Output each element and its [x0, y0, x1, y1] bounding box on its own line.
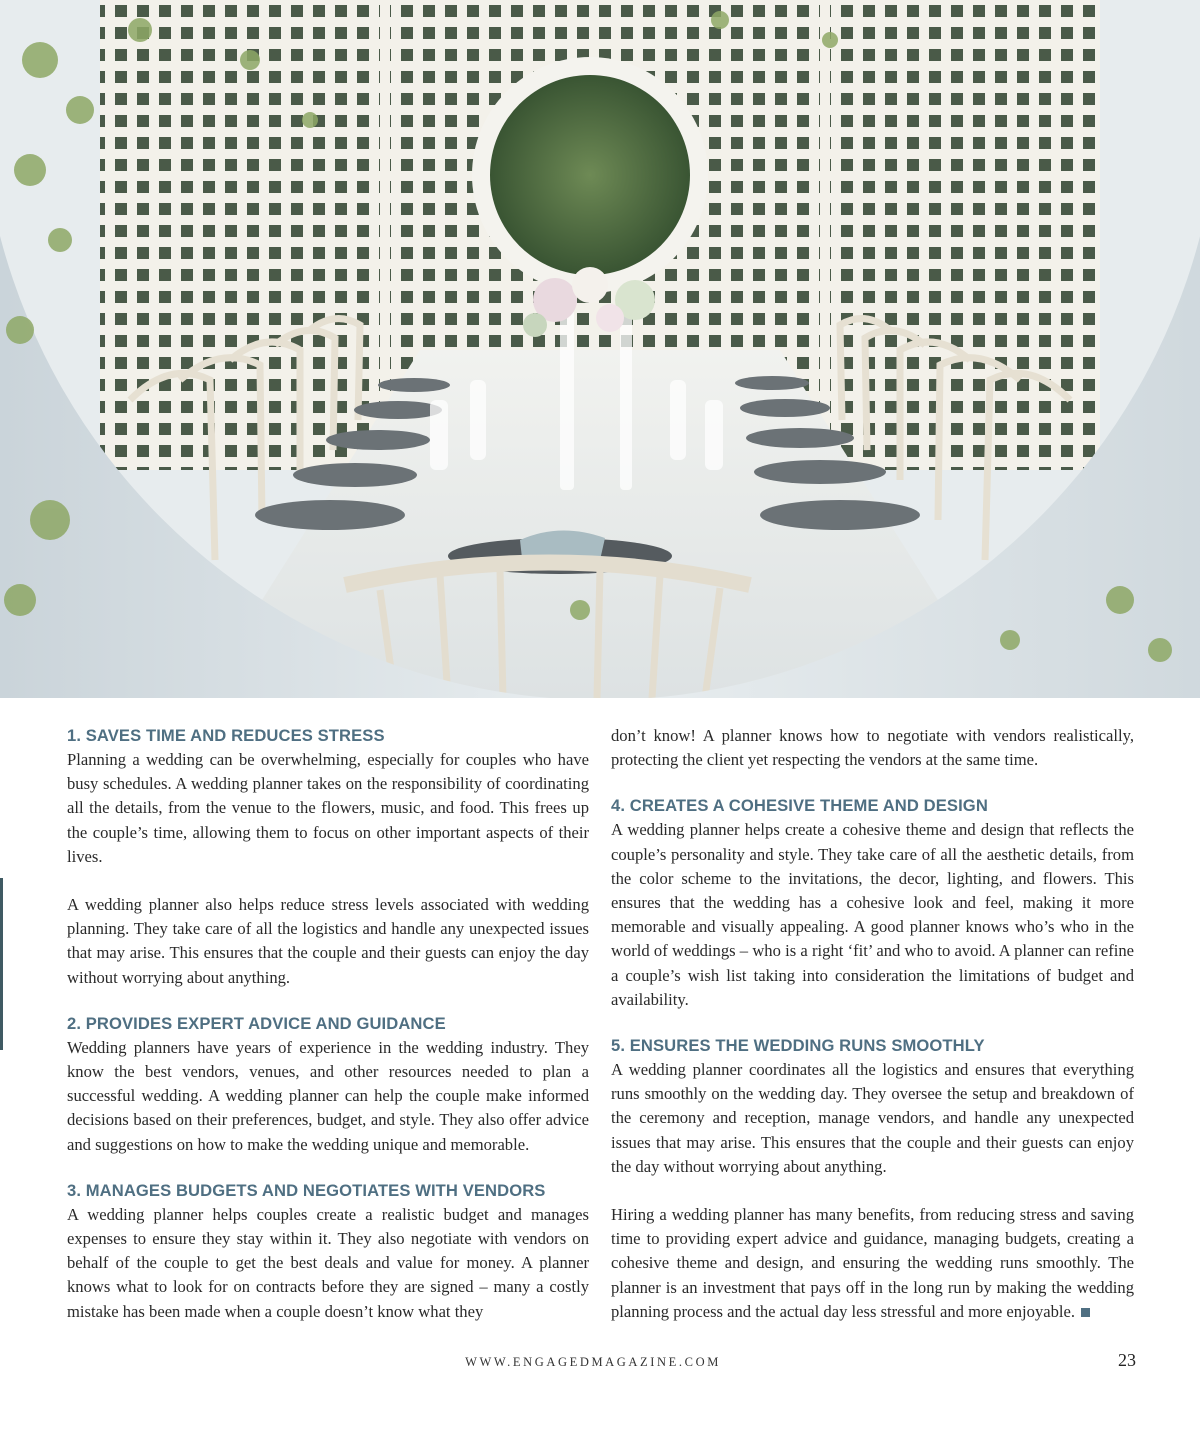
section-1-paragraph-2: A wedding planner also helps reduce stress levels associated with wedding planning. They take care of all the logistics and handle any unexpected issues that may arise. This ensures that the couple and their guests can enjoy the day without worrying about anything.	[67, 895, 589, 987]
section-3-paragraph-1: A wedding planner helps couples create a realistic budget and manages expenses to ensure they stay within it. They also negotiate with vendors on behalf of the couple to get the best deals and value for money. A planner knows what to look for on contracts before they are signed – many a costly mistake has been made when a couple doesn’t know what they	[67, 1204, 589, 1321]
left-column	[67, 724, 589, 1324]
page-number: 23	[1118, 1350, 1136, 1370]
wedding-table-photo-icon	[0, 0, 1200, 698]
section-1-heading: 1. SAVES TIME AND REDUCES STRESS	[67, 726, 385, 745]
section-3-heading: 3. MANAGES BUDGETS AND NEGOTIATES WITH VENDORS	[67, 1180, 546, 1200]
section-2-paragraph-1: Wedding planners have years of experience in the wedding industry. They know the best vendors, venues, and other resources needed to plan a successful wedding. A wedding planner can help the couple make informed decisions based on their preferences, budget, and style. They also offer advice and suggestions on how to make the wedding unique and memorable.	[67, 1037, 589, 1154]
conclusion-text: Hiring a wedding planner has many benefits, from reducing stress and saving time to providing expert advice and guidance, managing budgets, creating a cohesive theme and design, and ensuring the wedding runs smoothly. The planner is an investment that pays off in the long run by making the wedding planning process and the actual day less stressful and more enjoyable.	[611, 1205, 1134, 1321]
conclusion-paragraph	[611, 1203, 1134, 1324]
section-4-paragraph-1: A wedding planner helps create a cohesive theme and design that reflects the couple’s personality and style. They take care of all the aesthetic details, from the color scheme to the invitations, the decor, lighting, and flowers. This ensures that the wedding has a cohesive look and feel, making it more memorable and visually appealing. A good planner knows who’s who in the world of weddings – who is a right ‘fit’ and who to avoid. A planner can refine a couple’s wish list taking into consideration the limitations of budget and availability.	[611, 820, 1134, 1009]
end-square-icon	[1081, 1308, 1090, 1317]
right-column	[611, 724, 1134, 1324]
section-1-paragraph-1: Planning a wedding can be overwhelming, especially for couples who have busy schedules. A wedding planner takes on the responsibility of coordinating all the details, from the venue to the flowers, music, and food. This frees up the couple’s time, allowing them to focus on other important aspects of their lives.	[67, 750, 589, 866]
section-5-paragraph-1: A wedding planner coordinates all the logistics and ensures that everything runs smoothly on the wedding day. They oversee the setup and breakdown of the ceremony and reception, manage vendors, and handle any unexpected issues that may arise. This ensures that the couple and their guests can enjoy the day without worrying about anything.	[611, 1060, 1134, 1176]
hero-photo	[0, 0, 1200, 698]
footer-website-url: WWW.ENGAGEDMAGAZINE.COM	[465, 1355, 721, 1369]
section-5-heading: 5. ENSURES THE WEDDING RUNS SMOOTHLY	[611, 1036, 985, 1056]
edge-accent-bar	[0, 878, 3, 1050]
section-4-heading: 4. CREATES A COHESIVE THEME AND DESIGN	[611, 796, 988, 816]
section-3-paragraph-continued: don’t know! A planner knows how to negotiate with vendors realistically, protecting the client yet respecting the vendors at the same time.	[611, 726, 1134, 770]
section-2-heading: 2. PROVIDES EXPERT ADVICE AND GUIDANCE	[67, 1013, 446, 1033]
